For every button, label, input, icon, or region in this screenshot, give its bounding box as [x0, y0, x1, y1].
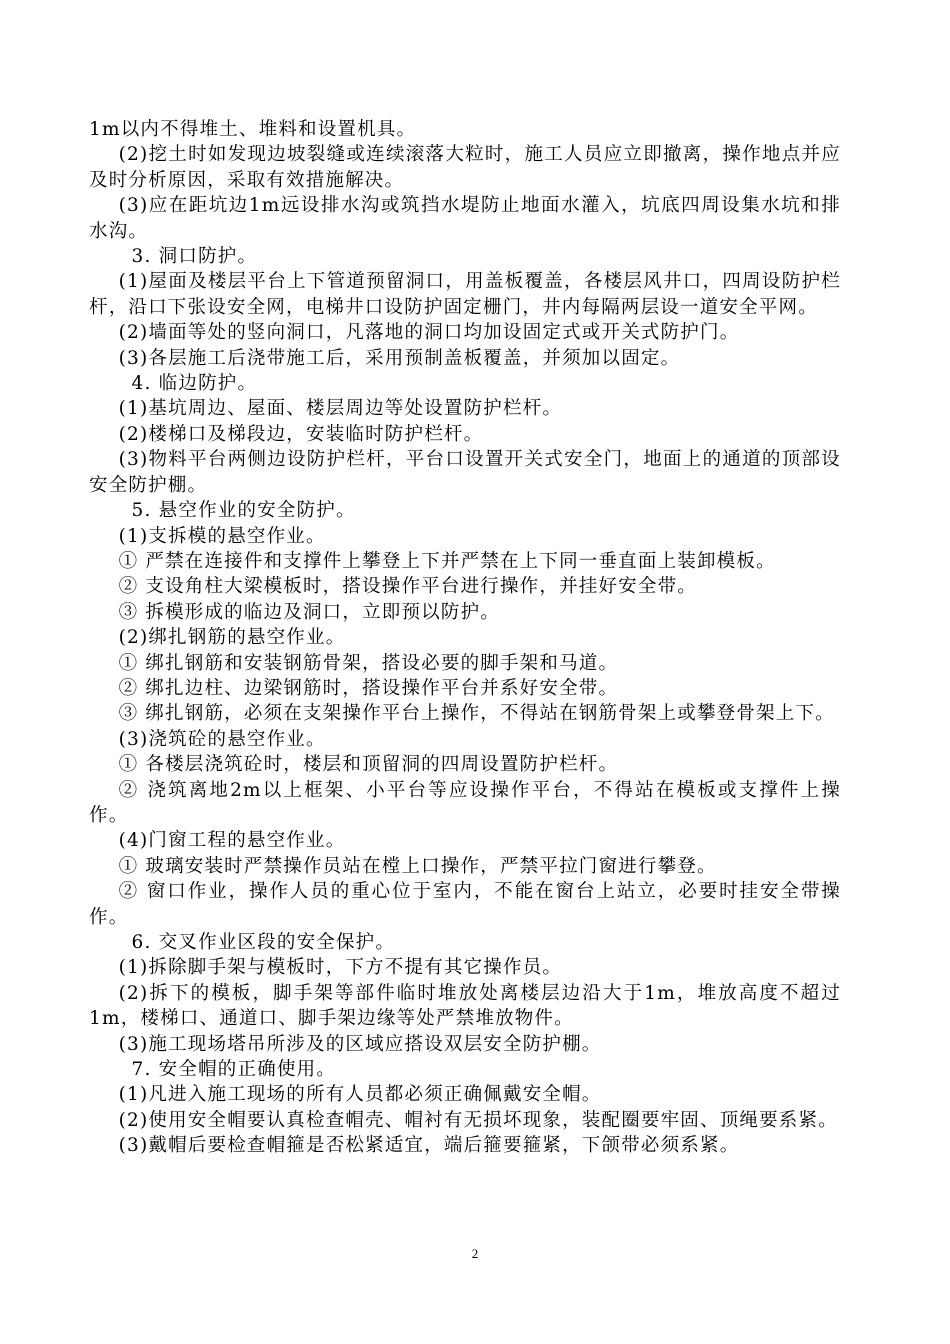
- paragraph: ① 绑扎钢筋和安装钢筋骨架，搭设必要的脚手架和马道。: [118, 652, 619, 674]
- paragraph: (1)支拆模的悬空作业。: [118, 525, 326, 547]
- paragraph: (3)各层施工后浇带施工后，采用预制盖板覆盖，并须加以固定。: [118, 347, 681, 369]
- paragraph: ③ 拆模形成的临边及洞口，立即预以防护。: [118, 601, 500, 623]
- section-heading: 3. 洞口防护。: [131, 246, 258, 268]
- paragraph: ③ 绑扎钢筋，必须在支架操作平台上操作，不得站在钢筋骨架上或攀登骨架上下。: [118, 703, 835, 725]
- paragraph: (3)施工现场塔吊所涉及的区域应搭设双层安全防护棚。: [118, 1033, 602, 1055]
- paragraph: (3)应在距坑边1m远设排水沟或筑挡水堤防止地面水灌入，坑底四周设集水坑和排水沟。: [89, 195, 841, 242]
- paragraph: ① 玻璃安装时严禁操作员站在樘上口操作，严禁平拉门窗进行攀登。: [118, 855, 717, 877]
- paragraph: ② 窗口作业，操作人员的重心位于室内，不能在窗台上站立，必要时挂安全带操作。: [89, 881, 841, 928]
- paragraph: (1)屋面及楼层平台上下管道预留洞口，用盖板覆盖，各楼层风井口，四周设防护栏杆，沿口下张设安全网，电梯井口设防护固定栅门，井内每隔两层设一道安全平网。: [89, 271, 841, 318]
- paragraph: (2)挖土时如发现边坡裂缝或连续滚落大粒时，施工人员应立即撤离，操作地点并应及时分析原因，采取有效措施解决。: [89, 144, 841, 191]
- page-number: 2: [471, 1246, 479, 1261]
- paragraph: (3)物料平台两侧边设防护栏杆，平台口设置开关式安全门，地面上的通道的顶部设安全防护棚。: [89, 449, 841, 496]
- paragraph: (1)基坑周边、屋面、楼层周边等处设置防护栏杆。: [118, 398, 563, 420]
- paragraph: ① 各楼层浇筑砼时，楼层和顶留洞的四周设置防护栏杆。: [118, 754, 619, 776]
- section-heading: 7. 安全帽的正确使用。: [131, 1059, 336, 1081]
- paragraph: ② 支设角柱大梁模板时，搭设操作平台进行操作，并挂好安全带。: [118, 576, 697, 598]
- paragraph: 1m以内不得堆土、堆料和设置机具。: [89, 119, 417, 140]
- paragraph: (2)楼梯口及梯段边，安装临时防护栏杆。: [118, 423, 484, 445]
- paragraph: ① 严禁在连接件和支撑件上攀登上下并严禁在上下同一垂直面上装卸模板。: [118, 550, 776, 572]
- paragraph: (4)门窗工程的悬空作业。: [118, 830, 346, 852]
- paragraph: (2)绑扎钢筋的悬空作业。: [118, 627, 346, 649]
- section-heading: 6. 交叉作业区段的安全保护。: [131, 932, 396, 953]
- document-body: [89, 117, 841, 1159]
- section-heading: 4. 临边防护。: [131, 373, 258, 395]
- paragraph: (2)拆下的模板，脚手架等部件临时堆放处离楼层边沿大于1m，堆放高度不超过1m，楼梯口、通道口、脚手架边缘等处严禁堆放物件。: [89, 982, 841, 1030]
- section-heading: 5. 悬空作业的安全防护。: [131, 500, 356, 522]
- paragraph: (3)戴帽后要检查帽箍是否松紧适宜，端后箍要箍紧，下颌带必须系紧。: [118, 1135, 740, 1157]
- paragraph: (1)拆除脚手架与模板时，下方不提有其它操作员。: [118, 957, 563, 979]
- paragraph: (2)使用安全帽要认真检查帽壳、帽衬有无损坏现象，装配圈要牢固、顶绳要系紧。: [118, 1109, 838, 1131]
- paragraph: (2)墙面等处的竖向洞口，凡落地的洞口均加设固定式或开关式防护门。: [118, 322, 740, 344]
- paragraph: (1)凡进入施工现场的所有人员都必须正确佩戴安全帽。: [118, 1084, 602, 1106]
- paragraph: ② 绑扎边柱、边梁钢筋时，搭设操作平台并系好安全带。: [118, 677, 619, 699]
- paragraph: (3)浇筑砼的悬空作业。: [118, 728, 326, 750]
- paragraph: ② 浇筑离地2m以上框架、小平台等应设操作平台，不得站在模板或支撑件上操作。: [89, 779, 841, 826]
